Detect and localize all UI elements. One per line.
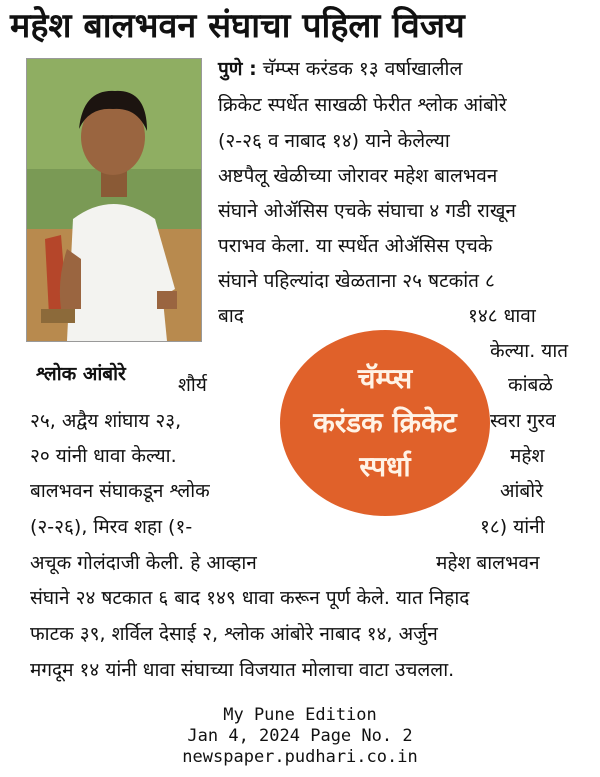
article-line-11a: २५, अद्वैय शांघाय २३, [30,410,182,432]
article-line-10b: कांबळे [508,374,553,396]
footer-edition: My Pune Edition [223,705,377,725]
badge-line-2: करंडक क्रिकेट [313,406,457,439]
article-line-12a: २० यांनी धावा केल्या. [30,445,177,467]
article-line-11b: स्वरा गुरव [490,410,556,432]
article-line-13b: आंबोरे [500,480,543,502]
section-badge [280,330,490,516]
article-line-8a: बाद [218,305,244,327]
article-line-17: फाटक ३९, शर्विल देसाई २, श्लोक आंबोरे नाबाद १४, अर्जुन [30,623,438,645]
article-line-3: (२-२६ व नाबाद १४) याने केलेल्या [218,130,450,152]
article-line-13a: बालभवन संघाकडून श्लोक [30,480,210,502]
article-line-8b: १४८ धावा [468,305,536,327]
article-line-6: पराभव केला. या स्पर्धेत ओॲसिस एचके [218,235,493,257]
photo-caption: श्लोक आंबोरे [36,363,126,385]
article-line-15b: महेश बालभवन [436,552,540,574]
footer-date-page: Jan 4, 2024 Page No. 2 [187,726,413,746]
player-photo [26,58,202,342]
article-line-2: क्रिकेट स्पर्धेत साखळी फेरीत श्लोक आंबोरे [218,94,507,116]
article-line-4: अष्टपैलू खेळीच्या जोरावर महेश बालभवन [218,165,498,187]
badge-line-1: चॅम्प्स [357,362,413,395]
page-footer [0,705,600,768]
dateline: पुणे : [218,58,257,80]
article-line-16: संघाने २४ षटकात ६ बाद १४९ धावा करून पूर्ण केले. यात निहाद [30,587,470,609]
article-line-14a: (२-२६), मिरव शहा (१- [30,516,193,538]
article-line-18: मगदूम १४ यांनी धावा संघाच्या विजयात मोलाचा वाटा उचलला. [30,659,455,681]
article-line-5: संघाने ओॲसिस एचके संघाचा ४ गडी राखून [218,200,516,222]
article-line-12b: महेश [510,445,545,467]
article-line-9: केल्या. यात [490,340,569,362]
article-line-7: संघाने पहिल्यांदा खेळताना २५ षटकांत ८ [218,270,495,292]
article-line-1 [218,56,462,82]
badge-line-3: स्पर्धा [359,450,411,483]
article-text: चॅम्प्स करंडक १३ वर्षाखालील [262,58,463,80]
article-line-14b: १८) यांनी [480,516,545,538]
footer-site[interactable]: newspaper.pudhari.co.in [182,747,418,767]
article-line-10a: शौर्य [178,374,207,396]
headline: महेश बालभवन संघाचा पहिला विजय [10,6,465,46]
article-line-15a: अचूक गोलंदाजी केली. हे आव्हान [30,552,257,574]
